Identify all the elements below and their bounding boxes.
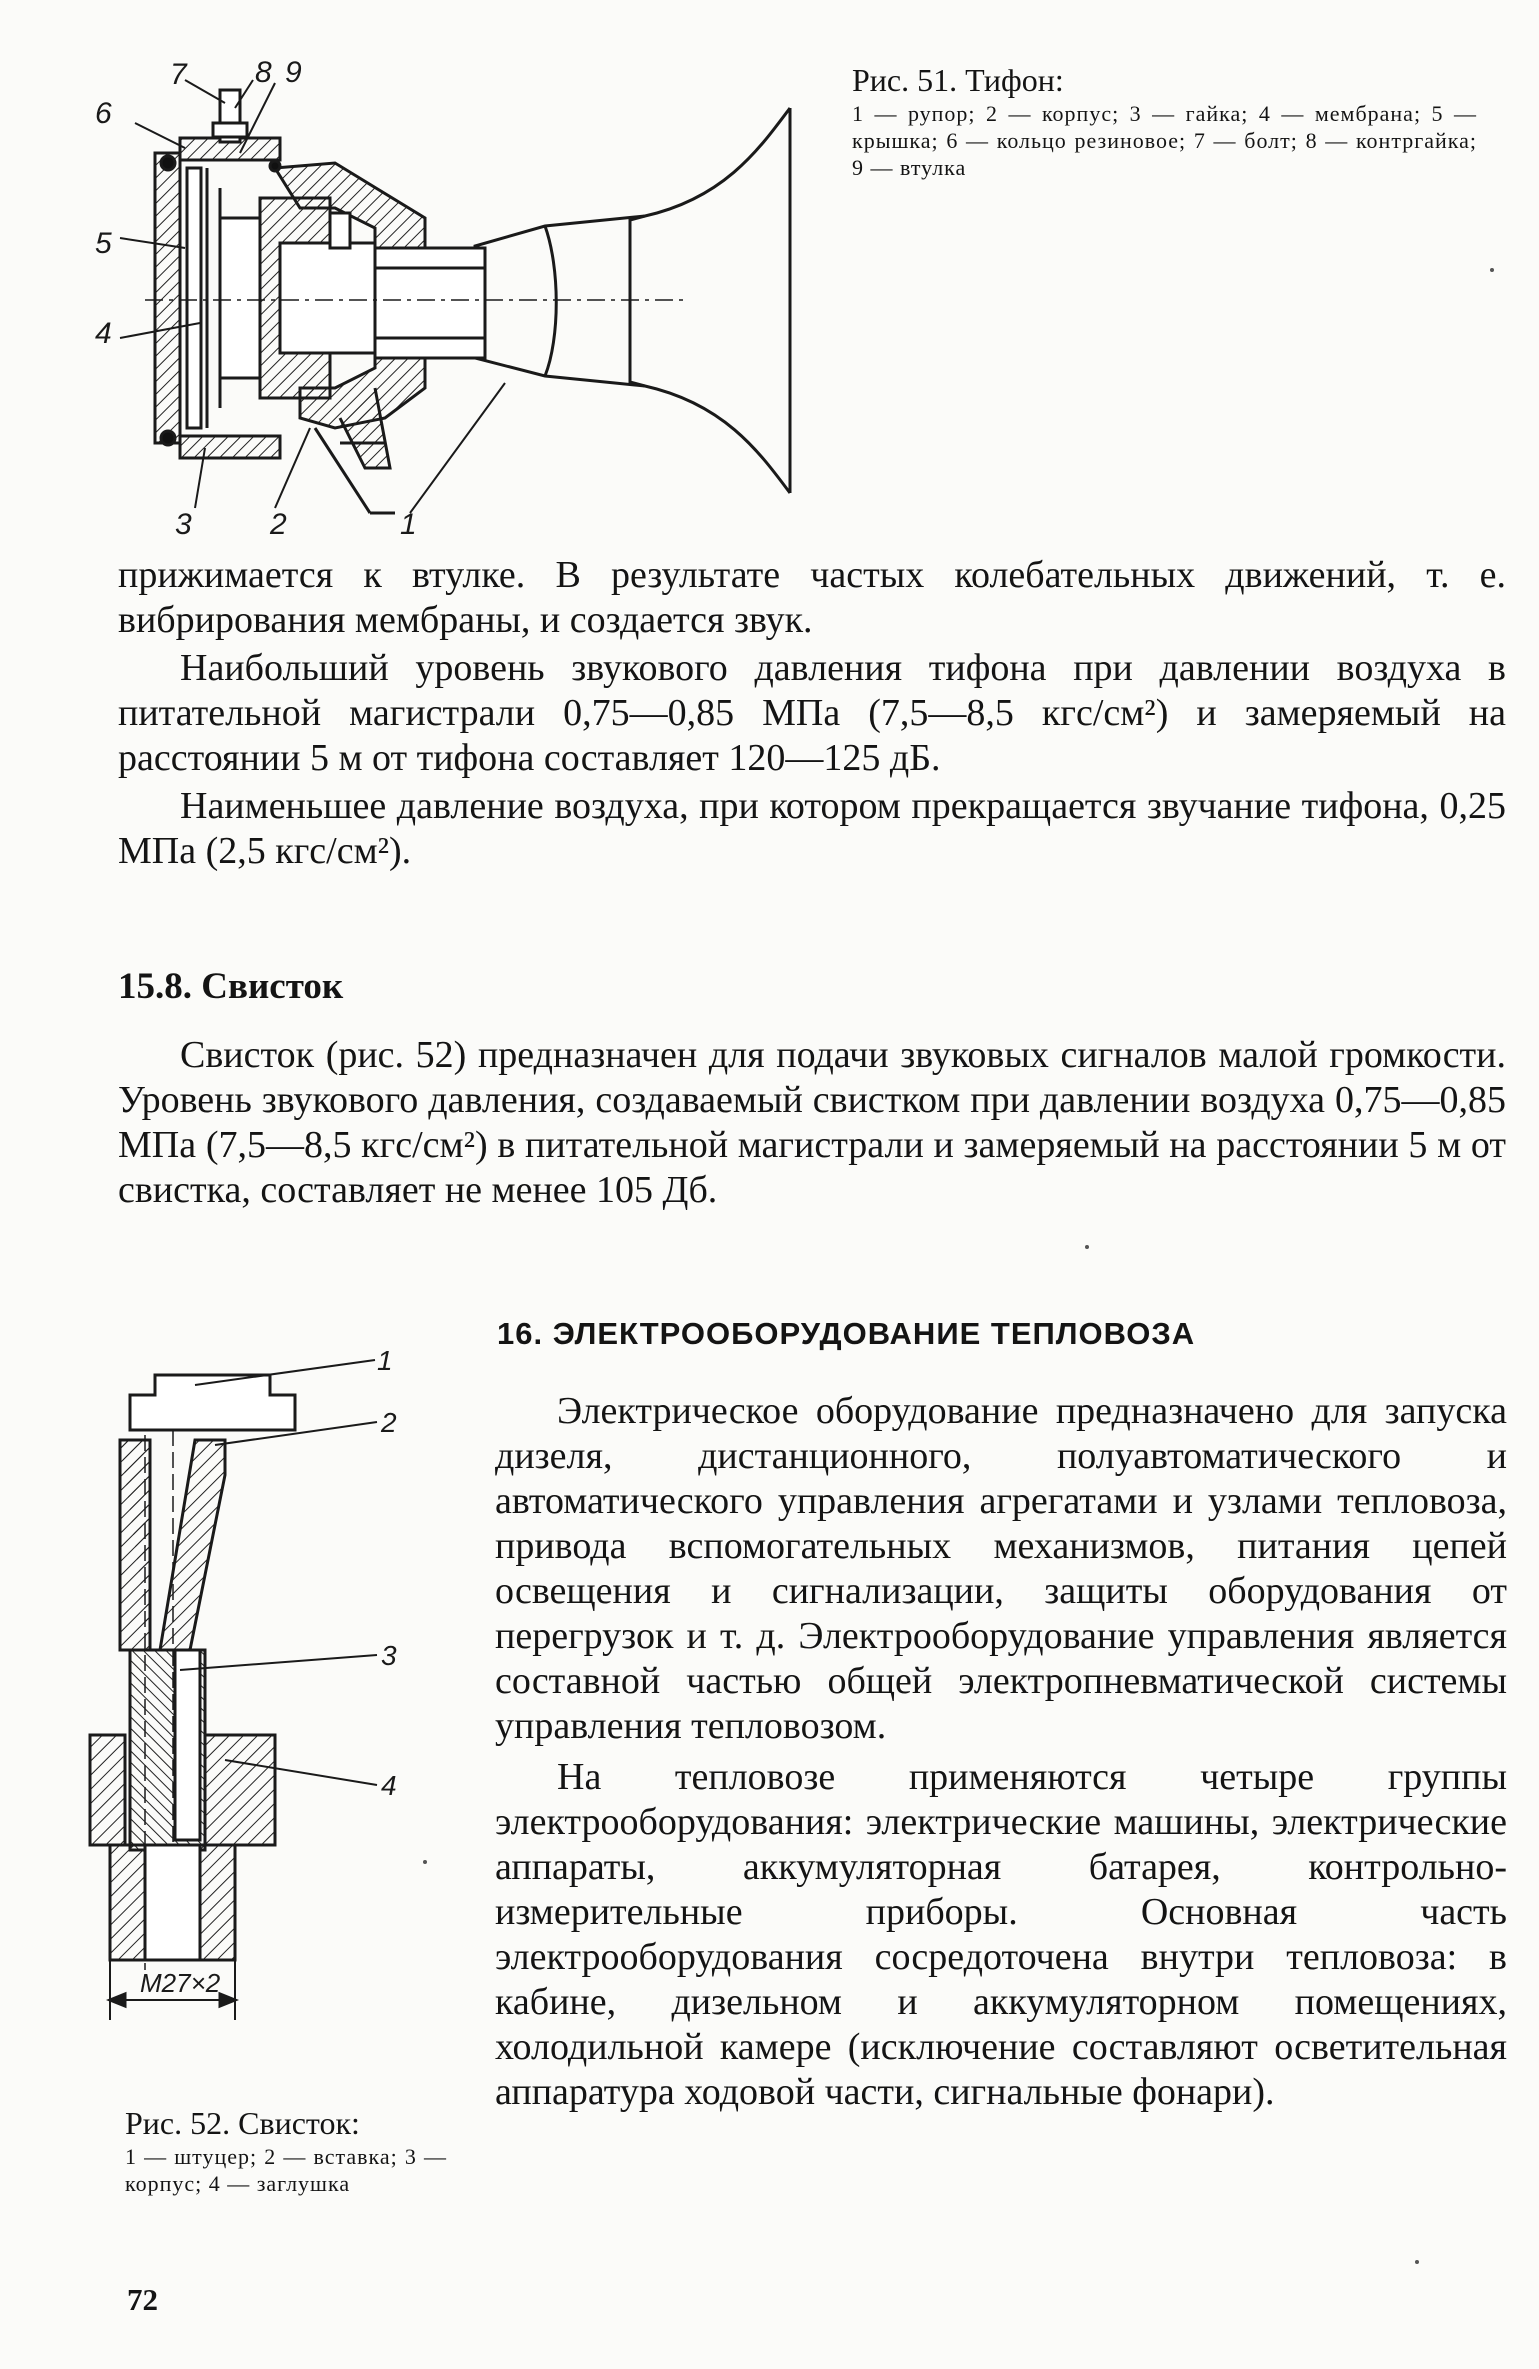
fig51-callout-9: 9 [285, 56, 302, 89]
paragraph: Наибольший уровень звукового давления тифона при давлении воздуха в питательной магистрали 0,75—0,85 МПа (7,5—8,5 кгс/см²) и замеряемый на расстоянии 5 м от тифона составляет 120—125 дБ. [118, 647, 1506, 779]
fig52-callout-1: 1 [377, 1345, 393, 1376]
fig52-callout-4: 4 [381, 1770, 397, 1801]
scan-speck [423, 1860, 427, 1864]
figure-52-caption [125, 2103, 447, 2197]
fig51-callout-7: 7 [170, 58, 187, 91]
figure-52-caption-text: 1 — штуцер; 2 — вставка; 3 — корпус; 4 — заглушка [125, 2144, 447, 2196]
fig51-callout-8: 8 [255, 56, 272, 89]
body-text-section-16 [495, 1389, 1507, 2115]
fig51-callout-1: 1 [400, 508, 417, 541]
figure-51-typhon-drawing [95, 56, 815, 558]
section-heading-16: 16. ЭЛЕКТРООБОРУДОВАНИЕ ТЕПЛОВОЗА [497, 1316, 1196, 1351]
fig52-thread-label: M27×2 [140, 1968, 221, 1998]
figure-51-caption [852, 60, 1477, 181]
figure-52-caption-title: Рис. 52. Свисток: [125, 2105, 360, 2141]
figure-52-whistle-drawing [115, 1340, 465, 2085]
fig51-callout-6: 6 [95, 97, 112, 130]
paragraph-whistle: Свисток (рис. 52) предназначен для подачи звуковых сигналов малой громкости. Уровень звукового давления, создаваемый свистком при давлении воздуха 0,75—0,85 МПа (7,5—8,5 кгс/см²) в питательной магистрали и замеряемый на расстоянии 5 м от свистка, составляет не менее 105 Дб. [118, 1034, 1506, 1211]
page-number: 72 [127, 2282, 158, 2317]
paragraph: На тепловозе применяются четыре группы электрооборудования: электрические машины, электрические аппараты, аккумуляторная батарея, контрольно-измерительные приборы. Основная часть электрооборудования сосредоточена внутри тепловоза: в кабине, дизельном и аккумуляторном помещениях, холодильной камере (исключение составляют осветительная аппаратура ходовой части, сигнальные фонари). [495, 1756, 1507, 2113]
fig51-callout-2: 2 [270, 508, 287, 541]
fig51-callout-5: 5 [95, 227, 112, 260]
fig51-callout-3: 3 [175, 508, 192, 541]
paragraph: прижимается к втулке. В результате частых колебательных движений, т. е. вибрирования мембраны, и создается звук. [118, 554, 1506, 641]
fig52-callout-2: 2 [381, 1407, 397, 1438]
scan-speck [1085, 1245, 1089, 1249]
paragraph: Электрическое оборудование предназначено для запуска дизеля, дистанционного, полуавтоматического и автоматического управления агрегатами и узлами тепловоза, привода вспомогательных механизмов, питания цепей освещения и сигнализации, защиты оборудования от перегрузок и т. д. Электрооборудование управления является составной частью общей электропневматической системы управления тепловозом. [495, 1390, 1507, 1747]
figure-51-caption-text: 1 — рупор; 2 — корпус; 3 — гайка; 4 — мембрана; 5 — крышка; 6 — кольцо резиновое; 7 — болт; 8 — контргайка; 9 — втулка [852, 101, 1477, 180]
fig52-callout-3: 3 [381, 1640, 397, 1671]
section-heading-15-8: 15.8. Свисток [118, 966, 344, 1007]
body-text-top [118, 553, 1506, 874]
figure-51-caption-title: Рис. 51. Тифон: [852, 62, 1064, 98]
paragraph: Наименьшее давление воздуха, при котором прекращается звучание тифона, 0,25 МПа (2,5 кгс/см²). [118, 785, 1506, 872]
scan-speck [1415, 2260, 1419, 2264]
scan-speck [1490, 268, 1494, 272]
fig51-callout-4: 4 [95, 317, 112, 350]
